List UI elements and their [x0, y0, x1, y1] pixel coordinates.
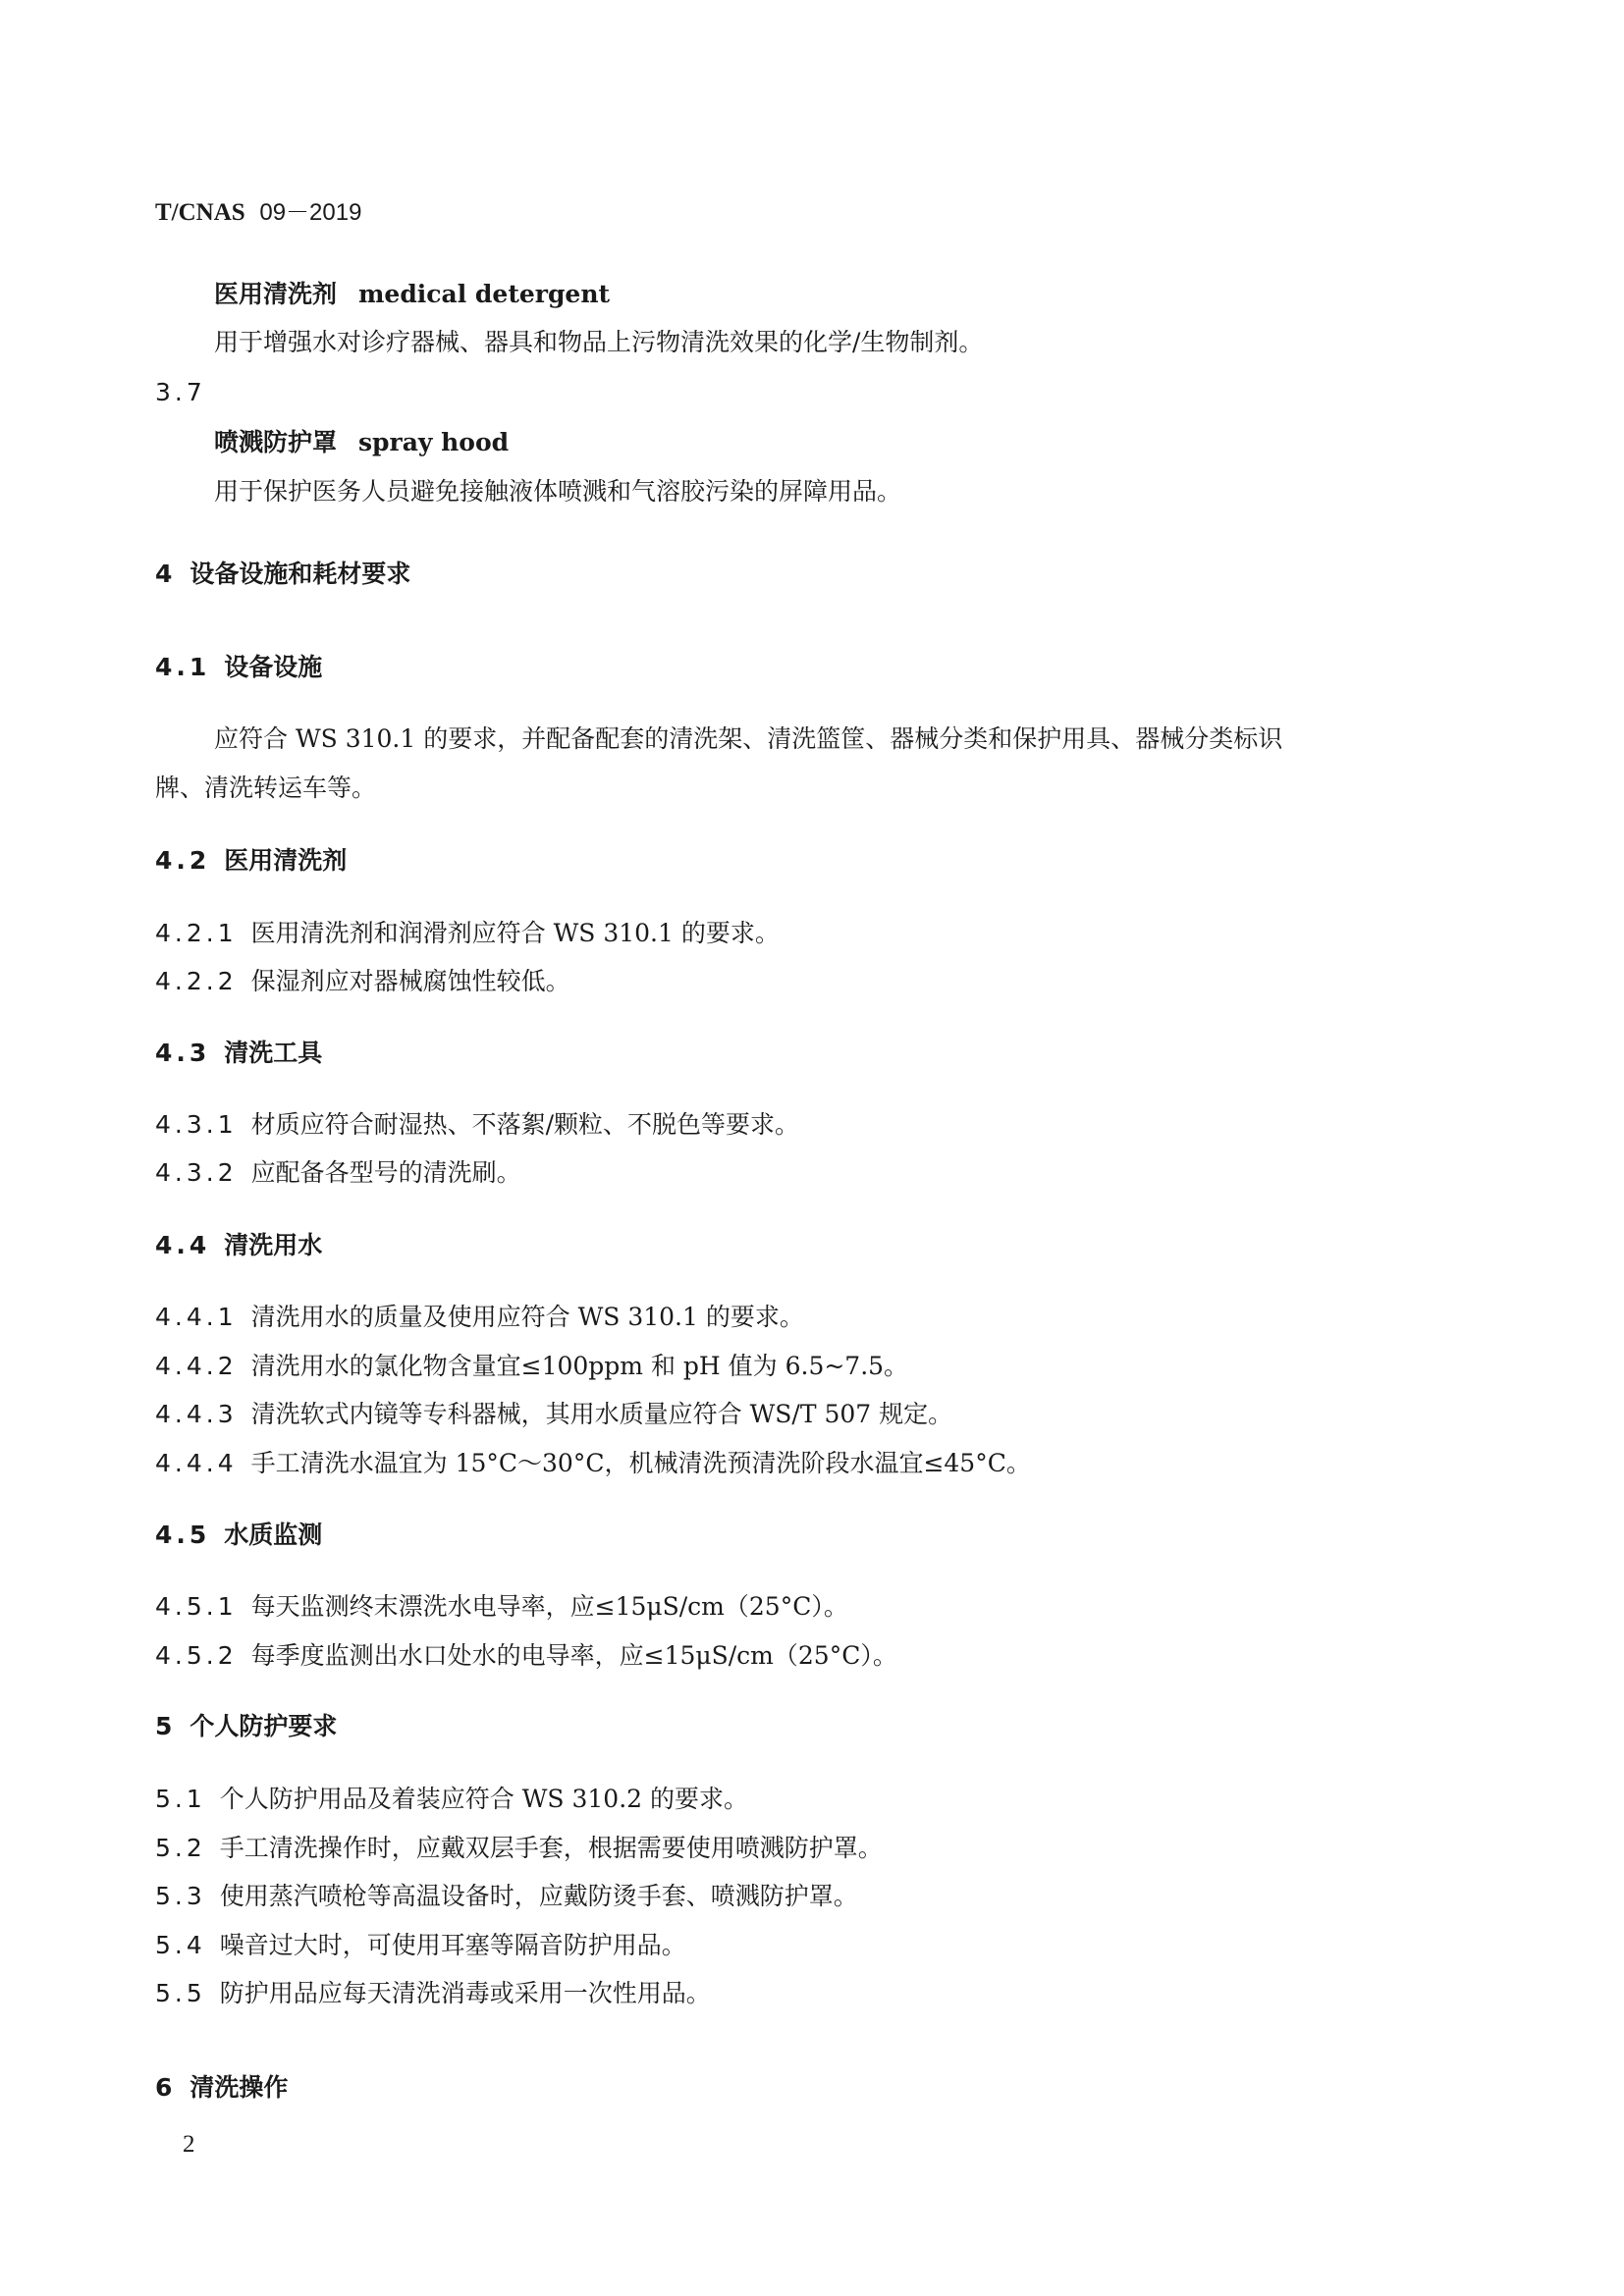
standard-number: 09－2019 [259, 199, 362, 226]
section-4-2-heading [155, 844, 347, 878]
list-item [155, 1639, 897, 1673]
item-number: 4.3.2 [155, 1158, 238, 1187]
section-number: 4.3 [155, 1039, 211, 1067]
section-number: 4.2 [155, 846, 211, 875]
item-text: 使用蒸汽喷枪等高温设备时，应戴防烫手套、喷溅防护罩。 [219, 1882, 858, 1910]
section-number: 5 [155, 1712, 177, 1740]
section-4-3-heading [155, 1037, 322, 1070]
section-title: 清洗用水 [224, 1231, 323, 1259]
item-number: 5.1 [155, 1785, 206, 1813]
item-text: 医用清洗剂和润滑剂应符合 WS 310.1 的要求。 [250, 919, 780, 947]
section-title: 清洗工具 [224, 1039, 323, 1067]
term-3-7-definition: 用于保护医务人员避免接触液体喷溅和气溶胶污染的屏障用品。 [214, 477, 902, 506]
section-number: 6 [155, 2073, 177, 2102]
term-title-cn: 医用清洗剂 [214, 280, 338, 308]
term-3-6-definition: 用于增强水对诊疗器械、器具和物品上污物清洗效果的化学/生物制剂。 [214, 328, 984, 356]
item-text: 清洗用水的氯化物含量宜≤100ppm 和 pH 值为 6.5~7.5。 [250, 1352, 909, 1380]
item-text: 手工清洗水温宜为 15°C～30°C，机械清洗预清洗阶段水温宜≤45°C。 [250, 1449, 1031, 1477]
section-4-1-paragraph-line1: 应符合 WS 310.1 的要求，并配备配套的清洗架、清洗篮筐、器械分类和保护用具、器械分类标识 [214, 724, 1283, 753]
item-text: 清洗软式内镜等专科器械，其用水质量应符合 WS/T 507 规定。 [250, 1400, 953, 1428]
item-number: 4.2.1 [155, 919, 238, 947]
item-text: 应配备各型号的清洗刷。 [250, 1158, 521, 1187]
list-item [155, 965, 570, 998]
item-number: 4.4.3 [155, 1400, 238, 1428]
list-item [155, 1301, 804, 1334]
item-number: 4.3.1 [155, 1110, 238, 1139]
standard-code: T/CNAS [155, 199, 245, 226]
section-4-4-heading [155, 1229, 322, 1262]
item-text: 每天监测终末漂洗水电导率，应≤15μS/cm（25°C）。 [250, 1592, 848, 1621]
section-6-heading [155, 2071, 288, 2105]
section-4-1-heading [155, 651, 322, 684]
term-3-7-number: 3.7 [155, 378, 206, 406]
item-number: 5.5 [155, 1979, 206, 2007]
term-title-en: spray hood [357, 428, 510, 456]
section-title: 个人防护要求 [189, 1712, 338, 1740]
list-item [155, 1880, 858, 1913]
item-number: 4.4.2 [155, 1352, 238, 1380]
item-text: 个人防护用品及着装应符合 WS 310.2 的要求。 [219, 1785, 748, 1813]
section-number: 4 [155, 560, 177, 588]
item-number: 4.5.1 [155, 1592, 238, 1621]
section-number: 4.1 [155, 653, 211, 681]
section-title: 清洗操作 [189, 2073, 289, 2102]
item-text: 噪音过大时，可使用耳塞等隔音防护用品。 [219, 1931, 686, 1959]
item-text: 手工清洗操作时，应戴双层手套，根据需要使用喷溅防护罩。 [219, 1834, 883, 1862]
item-number: 4.5.2 [155, 1641, 238, 1670]
term-title-en: medical detergent [357, 280, 611, 308]
section-4-heading [155, 558, 410, 591]
section-4-1-paragraph-line2: 牌、清洗转运车等。 [155, 774, 377, 802]
section-title: 医用清洗剂 [224, 846, 348, 875]
list-item [155, 1929, 686, 1962]
item-number: 4.4.1 [155, 1303, 238, 1331]
list-item [155, 1156, 521, 1190]
list-item [155, 1977, 711, 2010]
section-title: 设备设施 [224, 653, 323, 681]
term-3-6-title [214, 278, 610, 311]
item-number: 5.3 [155, 1882, 206, 1910]
section-4-5-heading [155, 1519, 322, 1552]
term-title-cn: 喷溅防护罩 [214, 428, 338, 456]
item-text: 防护用品应每天清洗消毒或采用一次性用品。 [219, 1979, 711, 2007]
list-item [155, 1447, 1031, 1480]
list-item [155, 917, 780, 950]
section-5-heading [155, 1710, 337, 1743]
item-text: 清洗用水的质量及使用应符合 WS 310.1 的要求。 [250, 1303, 804, 1331]
list-item [155, 1398, 952, 1431]
list-item [155, 1783, 748, 1816]
item-number: 4.2.2 [155, 967, 238, 995]
list-item [155, 1832, 883, 1865]
section-title: 水质监测 [224, 1521, 323, 1549]
item-text: 每季度监测出水口处水的电导率，应≤15μS/cm（25°C）。 [250, 1641, 897, 1670]
list-item [155, 1590, 848, 1624]
list-item [155, 1108, 799, 1142]
standard-number-header [155, 196, 361, 230]
section-title: 设备设施和耗材要求 [189, 560, 411, 588]
item-text: 材质应符合耐湿热、不落絮/颗粒、不脱色等要求。 [250, 1110, 800, 1139]
item-text: 保湿剂应对器械腐蚀性较低。 [250, 967, 570, 995]
section-number: 4.4 [155, 1231, 211, 1259]
item-number: 5.4 [155, 1931, 206, 1959]
item-number: 5.2 [155, 1834, 206, 1862]
term-3-7-title [214, 426, 509, 459]
list-item [155, 1350, 908, 1383]
item-number: 4.4.4 [155, 1449, 238, 1477]
page-number: 2 [183, 2131, 195, 2158]
section-number: 4.5 [155, 1521, 211, 1549]
